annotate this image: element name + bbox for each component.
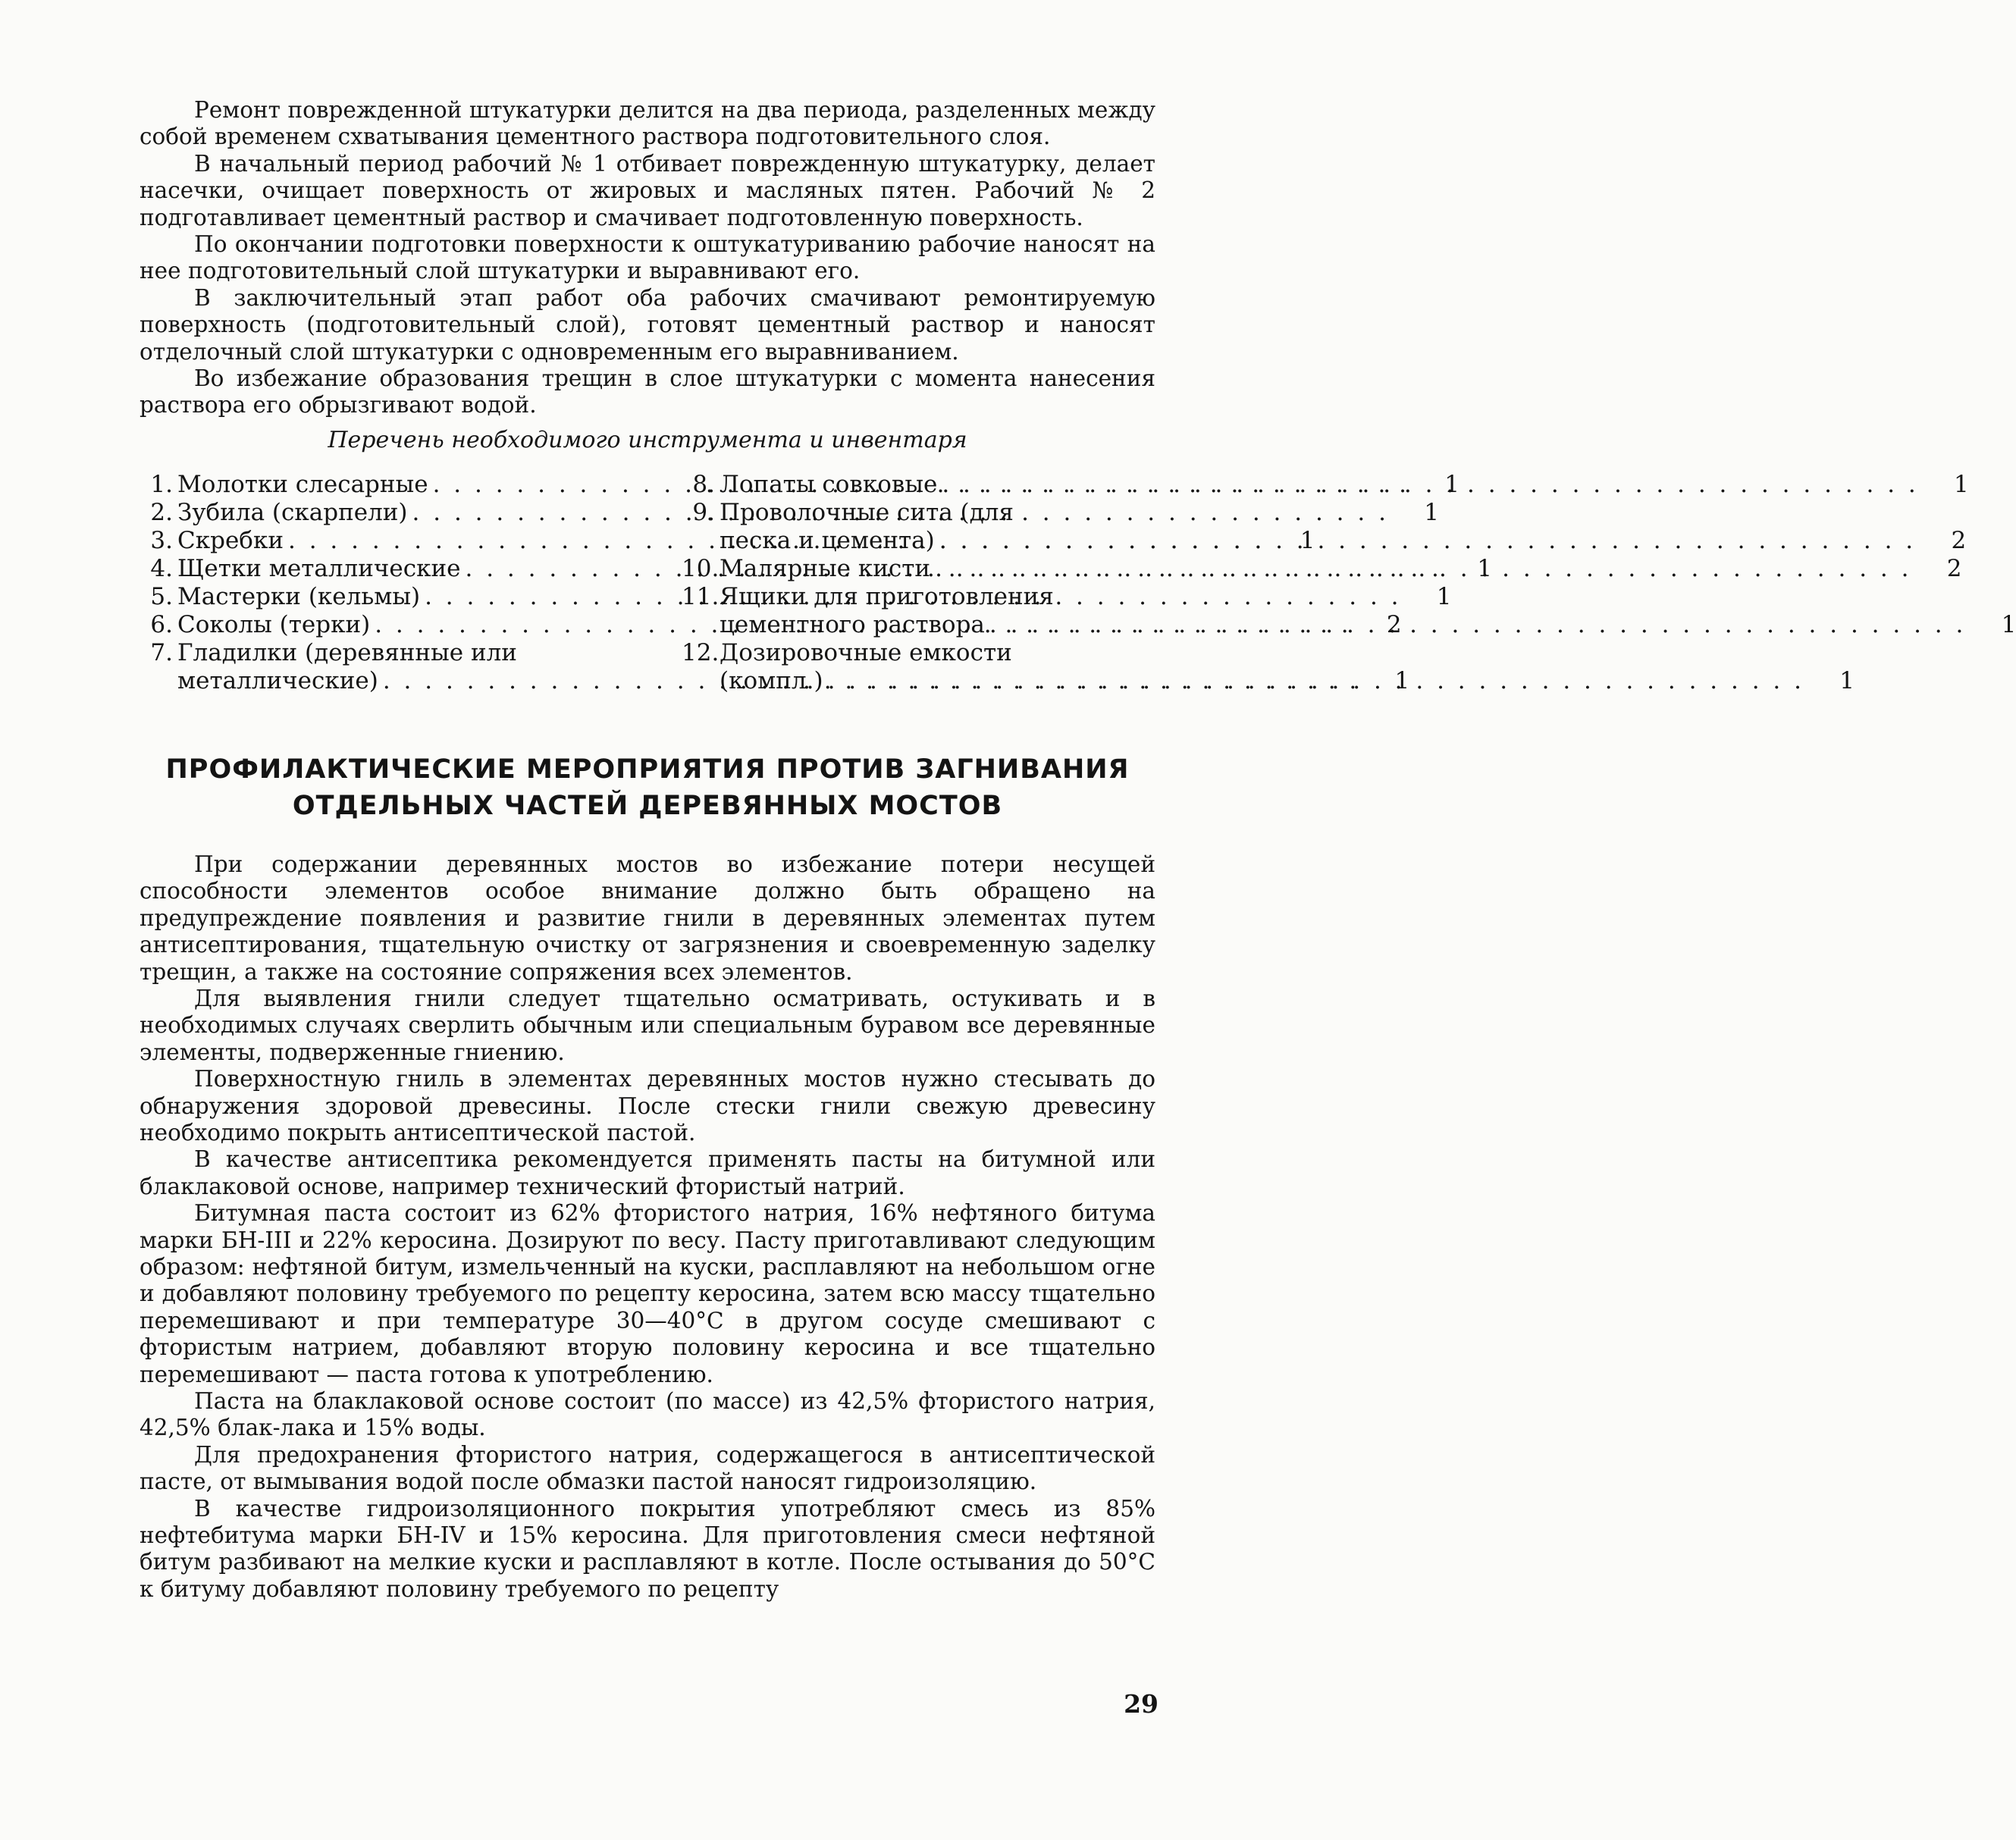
- tool-item-quantity: 1: [1436, 582, 1452, 610]
- paragraph: Ремонт поврежденной штукатурки делится на два периода, разделенных между собой временем схватывания цементного раствора подготовительного слоя.: [140, 97, 1155, 150]
- tool-item-body: [720, 583, 2016, 639]
- paragraph: Битумная паста состоит из 62% фтористого натрия, 16% нефтяного битума марки БН-III и 22% керосина. Дозируют по весу. Пасту приготавливают следующим образом: нефтяной битум, измельченный на куски, расплавляют на небольшом огне и добавляют половину требуемого по рецепту керосина, затем всю массу тщательно перемешивают и при температуре 30—40°С в другом сосуде смешивают с фтористым натрием, добавляют вторую половину керосина и все тщательно перемешивают — паста готова к употреблению.: [140, 1200, 1155, 1387]
- tool-item-body: [720, 555, 1962, 583]
- paragraph: В качестве гидроизоляционного покрытия употребляют смесь из 85% нефтебитума марки БН-IV и 15% керосина. Для приготовления смеси нефтяной битум разбивают на мелкие куски и расплавляют в котле. После остывания до 50°С к битуму добавляют половину требуемого по рецепту: [140, 1495, 1155, 1602]
- tool-item-line: [720, 499, 1966, 527]
- tool-item-line: [720, 667, 1855, 695]
- tools-list: [140, 470, 2016, 695]
- paragraph: По окончании подготовки поверхности к оштукатуриванию рабочие наносят на нее подготовительный слой штукатурки и выравнивают его.: [140, 231, 1155, 284]
- tool-item-label: цементного раствора: [720, 610, 985, 638]
- tool-item: [682, 498, 1967, 555]
- tool-item-body: [720, 499, 1966, 555]
- tool-item-number: 9.: [692, 498, 715, 526]
- tool-item-label: Мастерки (кельмы): [177, 582, 421, 610]
- section-title-line1: ПРОФИЛАКТИЧЕСКИЕ МЕРОПРИЯТИЯ ПРОТИВ ЗАГНИВАНИЯ: [165, 754, 1130, 785]
- paragraph: Во избежание образования трещин в слое штукатурки с момента нанесения раствора его обрызгивают водой.: [140, 365, 1155, 418]
- section-text: [140, 851, 1155, 1603]
- leader-dots: [823, 667, 1801, 695]
- section-title-line2: ОТДЕЛЬНЫХ ЧАСТЕЙ ДЕРЕВЯННЫХ МОСТОВ: [292, 790, 1003, 821]
- tool-item: [682, 582, 2016, 639]
- tool-item-label: Зубила (скарпели): [177, 498, 408, 526]
- tool-item-body: [720, 639, 1855, 695]
- section-title: [140, 751, 1155, 824]
- paragraph: В начальный период рабочий № 1 отбивает поврежденную штукатурку, делает насечки, очищает поверхность от жировых и масляных пятен. Рабочий № 2 подготавливает цементный раствор и смачивает подготовленную поверхность.: [140, 150, 1155, 230]
- tool-item-number: 7.: [150, 638, 173, 666]
- paragraph: Поверхностную гниль в элементах деревянных мостов нужно стесывать до обнаружения здоровой древесины. После стески гнили свежую древесину необходимо покрыть антисептической пастой.: [140, 1066, 1155, 1146]
- tool-item-line: [720, 527, 1966, 555]
- tool-item-label: Скребки: [177, 526, 284, 554]
- paragraph: В качестве антисептика рекомендуется применять пасты на битумной или блаклаковой основе, например технический фтористый натрий.: [140, 1146, 1155, 1199]
- paragraph: В заключительный этап работ оба рабочих смачивают ремонтируемую поверхность (подготовительный слой), готовят цементный раствор и наносят отделочный слой штукатурки с одновременным его выравниванием.: [140, 284, 1155, 365]
- tool-item-line: [720, 611, 2016, 639]
- tool-item-quantity: 1: [1394, 666, 1410, 694]
- tool-item-label: Ящики для приготовления: [720, 582, 1054, 610]
- tool-item-label: Дозировочные емкости: [720, 638, 1012, 666]
- tools-caption: Перечень необходимого инструмента и инвентаря: [328, 426, 967, 453]
- leader-dots: [937, 471, 1915, 499]
- tool-item: [682, 554, 1962, 583]
- tool-item-quantity: 1: [2001, 610, 2016, 638]
- tool-item-label: Молотки слесарные: [177, 470, 428, 498]
- tool-item-label: Гладилки (деревянные или: [177, 638, 517, 666]
- tool-item-number: 11.: [682, 582, 720, 610]
- tool-item-quantity: 2: [1386, 610, 1402, 638]
- tool-item-number: 1.: [150, 470, 173, 498]
- tools-list-right: [682, 470, 2016, 695]
- tool-item-number: 6.: [150, 610, 173, 638]
- tool-item-quantity: 1: [1300, 526, 1315, 554]
- tool-item-label: металлические): [177, 666, 378, 694]
- tool-item-number: 12.: [682, 638, 720, 666]
- paragraph: Для выявления гнили следует тщательно осматривать, остукивать и в необходимых случаях сверлить обычным или специальным буравом все деревянные элементы, подверженные гниению.: [140, 985, 1155, 1065]
- tool-item-quantity: 1: [1839, 666, 1855, 694]
- tool-item-number: 5.: [150, 582, 173, 610]
- tool-item-label: Лопаты совковые: [720, 470, 938, 498]
- tool-item-number: 4.: [150, 554, 173, 582]
- page-body: [140, 97, 2016, 1603]
- tool-item: [682, 638, 1855, 695]
- tool-item-label: Соколы (терки): [177, 610, 371, 638]
- tool-item-line: [720, 471, 1969, 499]
- tool-item-label: (компл.): [720, 666, 823, 694]
- tool-item: [682, 470, 1969, 499]
- tool-item-line: [720, 583, 2016, 611]
- tool-item-quantity: 2: [1946, 554, 1962, 582]
- paragraph: Паста на блаклаковой основе состоит (по массе) из 42,5% фтористого натрия, 42,5% блак-лака и 15% воды.: [140, 1388, 1155, 1441]
- intro-text: [140, 97, 1155, 419]
- tool-item-label: Малярные кисти: [720, 554, 931, 582]
- tool-item-label: Щетки металлические: [177, 554, 461, 582]
- tool-item-line: [720, 639, 1855, 667]
- tool-item-quantity: 1: [1477, 554, 1492, 582]
- leader-dots: [935, 527, 1913, 555]
- tool-item-number: 3.: [150, 526, 173, 554]
- tool-item-body: [720, 471, 1969, 499]
- tool-item-quantity: 1: [1444, 470, 1460, 498]
- tool-item-label: Проволочные сита (для: [720, 498, 1014, 526]
- tool-item-quantity: 1: [1424, 498, 1439, 526]
- paragraph: Для предохранения фтористого натрия, содержащегося в антисептической пасте, от вымывания водой после обмазки пастой наносят гидроизоляцию.: [140, 1441, 1155, 1495]
- tool-item-quantity: 1: [1954, 470, 1969, 498]
- paragraph: При содержании деревянных мостов во избежание потери несущей способности элементов особое внимание должно быть обращено на предупреждение появления и развитие гнили в деревянных элементах путем антисептирования, тщательную очистку от загрязнения и своевременную заделку трещин, а также на состояние сопряжения всех элементов.: [140, 851, 1155, 985]
- tool-item-number: 10.: [682, 554, 720, 582]
- tool-item-number: 8.: [692, 470, 715, 498]
- tool-item-quantity: 2: [1951, 526, 1967, 554]
- leader-dots: [930, 555, 1908, 583]
- tool-item-label: песка и цемента): [720, 526, 935, 554]
- page-number: 29: [1124, 1689, 1158, 1719]
- tool-item-number: 2.: [150, 498, 173, 526]
- tool-item-line: [720, 555, 1962, 583]
- leader-dots: [985, 611, 1963, 639]
